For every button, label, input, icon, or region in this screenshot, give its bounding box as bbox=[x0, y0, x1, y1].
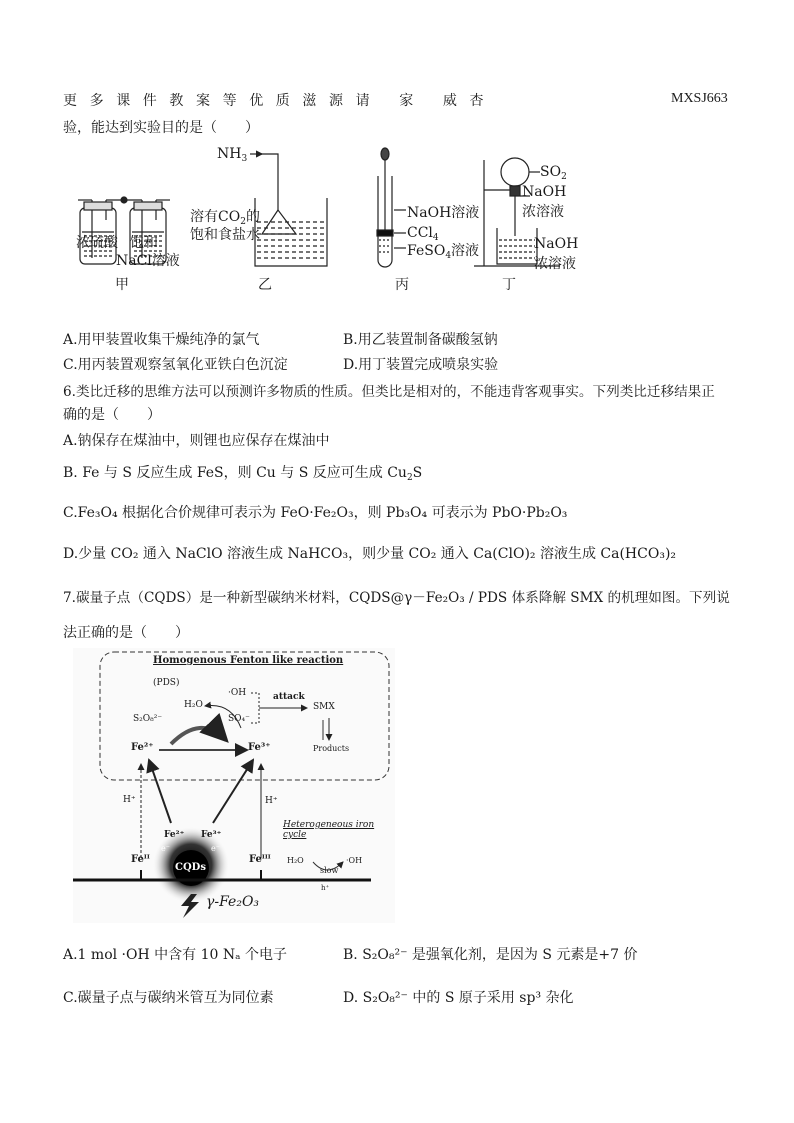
bing-name: 丙 bbox=[395, 277, 409, 293]
yi-label-1: 溶有$CO_2$的 bbox=[190, 209, 260, 227]
q6-option-c: C.Fe₃O₄ 根据化合价规律可表示为 FeO·Fe₂O₃，则 Pb₃O₄ 可表示为 PbO·Pb₂O₃ bbox=[63, 505, 568, 521]
bing-label-1: NaOH溶液 bbox=[407, 205, 480, 221]
fig-smx: SMX bbox=[313, 702, 335, 712]
q5-intro: 验，能达到实验目的是（ ） bbox=[63, 120, 259, 136]
q7-option-a: A.1 mol ·OH 中含有 10 Nₐ 个电子 bbox=[63, 947, 287, 963]
ding-label-2: 浓溶液 bbox=[522, 204, 564, 220]
q6-option-a: A.钠保存在煤油中，则锂也应保存在煤油中 bbox=[63, 433, 330, 449]
fig-hplus-2: H⁺ bbox=[265, 796, 278, 806]
fig-e-1: e⁻ bbox=[161, 844, 170, 853]
q6-option-b: B. Fe 与 S 反应生成 FeS，则 Cu 与 S 反应可生成 $Cu_2S$ bbox=[63, 465, 423, 483]
q6-option-d: D.少量 CO₂ 通入 NaClO 溶液生成 NaHCO₃，则少量 CO₂ 通入 Ca(ClO)₂ 溶液生成 Ca(HCO₃)₂ bbox=[63, 546, 677, 562]
q5-option-c: C.用丙装置观察氢氧化亚铁白色沉淀 bbox=[63, 357, 288, 373]
jia-label-2: 饱和 bbox=[130, 235, 158, 251]
header-code: MXSJ663 bbox=[671, 91, 728, 106]
fig-h2o-b: H₂O bbox=[287, 856, 304, 865]
bing-label-2: CCl$_4$ bbox=[407, 225, 439, 243]
q7-option-c: C.碳量子点与碳纳米管互为同位素 bbox=[63, 990, 274, 1006]
q5-option-b: B.用乙装置制备碳酸氢钠 bbox=[343, 332, 498, 348]
fig-s2o8: S₂O₈²⁻ bbox=[133, 714, 163, 724]
ding-name: 丁 bbox=[502, 277, 516, 293]
yi-gas: $NH_3$ bbox=[217, 146, 248, 164]
jia-label-1: 浓硫酸 bbox=[76, 235, 118, 251]
fig-feII: Feᴵᴵ bbox=[131, 854, 150, 865]
q7-option-d: D. S₂O₈²⁻ 中的 S 原子采用 sp³ 杂化 bbox=[343, 990, 574, 1006]
fig-products: Products bbox=[313, 744, 350, 753]
apparatus-yi bbox=[250, 154, 327, 266]
q7-stem-2: 法正确的是（ ） bbox=[63, 625, 189, 641]
q7-option-b: B. S₂O₈²⁻ 是强氧化剂，是因为 S 元素是+7 价 bbox=[343, 947, 638, 963]
q6-stem-2: 确的是（ ） bbox=[63, 407, 161, 423]
fig-gamma: γ-Fe₂O₃ bbox=[206, 894, 260, 910]
ding-gas: $SO_2$ bbox=[540, 164, 567, 182]
fig-hetero: Heterogeneous iron cycle bbox=[283, 820, 375, 840]
fig-so4: SO₄⁻ bbox=[228, 714, 250, 724]
fig-hplus-1: H⁺ bbox=[123, 795, 136, 805]
ding-label-3: NaOH bbox=[534, 236, 579, 252]
fig-e-2: e⁻ bbox=[211, 844, 220, 853]
fig-oh: ·OH bbox=[228, 688, 247, 698]
fig-hole: h⁺ bbox=[321, 884, 330, 892]
q7-stem-1: 7.碳量子点（CQDS）是一种新型碳纳米材料，CQDS@γ－Fe₂O₃ / PDS 体系降解 SMX 的机理如图。下列说 bbox=[63, 590, 730, 606]
fig-fe2: Fe²⁺ bbox=[131, 742, 154, 753]
jia-label-3: NaCl溶液 bbox=[116, 253, 180, 269]
bing-label-3: FeSO$_4$溶液 bbox=[407, 243, 480, 261]
q7-mechanism-figure bbox=[73, 648, 395, 923]
fig-cqds: CQDs bbox=[175, 862, 206, 873]
apparatus-bing bbox=[377, 148, 406, 267]
q5-option-d: D.用丁装置完成喷泉实验 bbox=[343, 357, 499, 373]
fig-feIII: Feᴵᴵᴵ bbox=[249, 854, 271, 865]
fig-fe3-small: Fe³⁺ bbox=[201, 830, 222, 840]
fig-pds: (PDS) bbox=[153, 678, 180, 688]
yi-label-2: 饱和食盐水 bbox=[190, 227, 260, 243]
q6-stem-1: 6.类比迁移的思维方法可以预测许多物质的性质。但类比是相对的，不能违背客观事实。下列类比迁移结果正 bbox=[63, 384, 715, 400]
ding-label-1: NaOH bbox=[522, 184, 567, 200]
fig-h2o: H₂O bbox=[184, 700, 203, 710]
fig-attack: attack bbox=[273, 692, 305, 702]
header-left-text: 更多课件教案等优质滋源请 家 威杏 bbox=[63, 93, 497, 109]
fig-box-title: Homogenous Fenton like reaction bbox=[153, 655, 344, 666]
fig-slow: slow bbox=[320, 866, 339, 875]
q5-option-a: A.用甲装置收集干燥纯净的氯气 bbox=[63, 332, 260, 348]
fig-oh-b: ·OH bbox=[346, 856, 363, 865]
q5-apparatus-figure bbox=[70, 140, 590, 320]
jia-name: 甲 bbox=[115, 277, 129, 293]
yi-name: 乙 bbox=[258, 277, 272, 293]
ding-label-4: 浓溶液 bbox=[534, 256, 576, 272]
fig-fe3: Fe³⁺ bbox=[248, 742, 271, 753]
fig-fe2-small: Fe²⁺ bbox=[164, 830, 185, 840]
